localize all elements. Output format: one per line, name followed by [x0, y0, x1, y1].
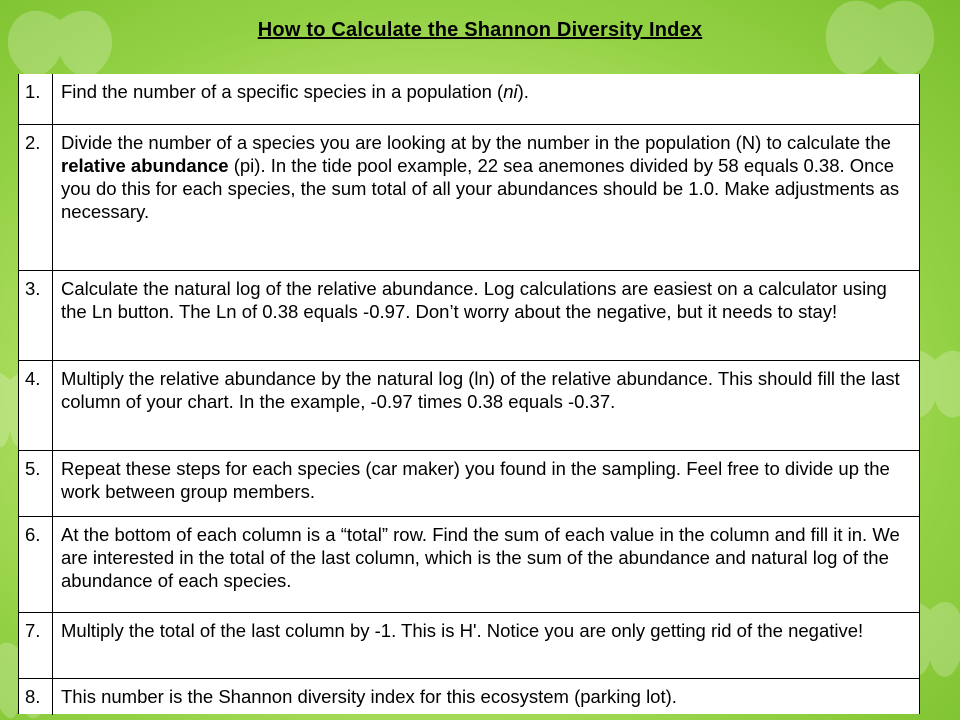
step-text: Multiply the relative abundance by the natural log (ln) of the relative abundance. This should fill the last column of your chart. In the example, -0.97 times 0.38 equals -0.37.: [61, 368, 900, 412]
step-number: 3.: [19, 271, 53, 361]
step-row: [19, 360, 919, 451]
step-row: [19, 678, 919, 715]
step-number: 4.: [19, 361, 53, 451]
step-row: [19, 612, 919, 679]
step-text: Divide the number of a species you are looking at by the number in the population (N) to calculate the relative abundance (pi). In the tide pool example, 22 sea anemones divided by 58 equals 0.38. Once you do this for each species, the sum total of all your abundances should be 1.0. Make adjustments as necessary.: [61, 132, 900, 222]
step-number: 8.: [19, 679, 53, 715]
step-text: Multiply the total of the last column by -1. This is H'. Notice you are only getting rid of the negative!: [61, 620, 864, 641]
step-number: 7.: [19, 613, 53, 679]
step-row: [19, 124, 919, 271]
step-text: Repeat these steps for each species (car maker) you found in the sampling. Feel free to divide up the work between group members.: [61, 458, 890, 502]
step-row: [19, 74, 919, 124]
steps-table: [18, 74, 920, 714]
page-title: How to Calculate the Shannon Diversity Index: [257, 19, 703, 41]
step-number: 1.: [19, 74, 53, 124]
step-number: 5.: [19, 451, 53, 517]
step-text: Calculate the natural log of the relative abundance. Log calculations are easiest on a calculator using the Ln button. The Ln of 0.38 equals -0.97. Don’t worry about the negative, but it needs to stay!: [61, 278, 887, 322]
step-row: [19, 516, 919, 613]
step-text: Find the number of a specific species in a population (ni).: [61, 81, 529, 102]
step-row: [19, 450, 919, 517]
step-number: 6.: [19, 517, 53, 613]
step-row: [19, 270, 919, 361]
step-text: This number is the Shannon diversity index for this ecosystem (parking lot).: [61, 686, 677, 707]
step-text: At the bottom of each column is a “total” row. Find the sum of each value in the column and fill it in. We are interested in the total of the last column, which is the sum of the abundance and natural log of the abundance of each species.: [61, 524, 900, 591]
step-number: 2.: [19, 125, 53, 271]
